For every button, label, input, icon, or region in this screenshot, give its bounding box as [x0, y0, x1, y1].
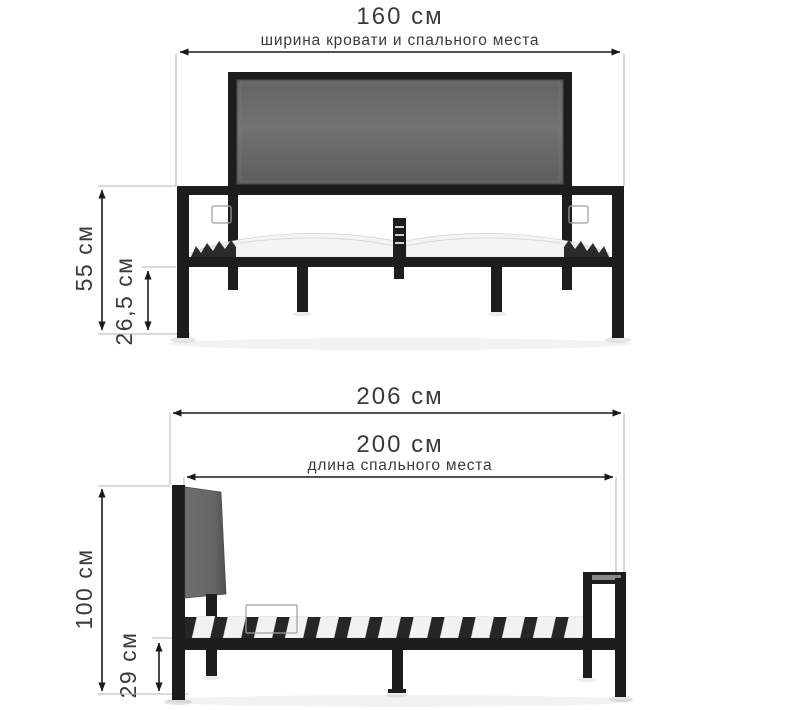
front-underbed-clearance-label: 26,5 см [111, 256, 137, 346]
leg-shadow [293, 312, 311, 317]
slats [185, 616, 585, 638]
spine-notch [395, 234, 404, 236]
support-leg [297, 267, 308, 312]
center-leg [392, 650, 403, 692]
headboard-panel-side [185, 487, 226, 598]
leg-shadow [202, 676, 220, 680]
spine-notch [395, 242, 404, 244]
bed-side-drawing [164, 485, 635, 707]
leg-shadow [609, 696, 633, 702]
top-rail [177, 186, 624, 195]
leg-shadow [605, 337, 631, 343]
footboard-near-post [583, 574, 592, 678]
support-leg [491, 267, 502, 312]
footboard-far-post [615, 578, 626, 697]
side-sleeping-length-caption: длина спального места [307, 457, 493, 474]
leg-shadow [170, 337, 196, 343]
front-width-caption: ширина кровати и спального места [260, 32, 540, 49]
center-spine [393, 218, 406, 262]
front-width-value: 160 см [356, 3, 444, 30]
headboard-post [172, 485, 185, 700]
center-leg [394, 267, 404, 279]
floor-shadow [168, 338, 632, 350]
leg-shadow [488, 312, 506, 317]
spine-notch [395, 226, 404, 228]
side-headboard-height-label: 100 см [71, 548, 97, 630]
side-frame-height-label: 29 см [115, 631, 141, 699]
side-view [71, 383, 635, 707]
headboard-panel [237, 80, 563, 184]
front-view [71, 3, 632, 350]
side-total-length-value: 206 см [356, 383, 444, 410]
bottom-rail [177, 257, 624, 267]
side-sleeping-length-value: 200 см [356, 431, 444, 458]
side-rail [172, 638, 624, 650]
bed-front-drawing [168, 72, 632, 350]
leg-shadow [578, 678, 596, 682]
leg-shadow [386, 693, 408, 698]
front-total-height-label: 55 см [71, 224, 97, 292]
center-leg-foot [388, 689, 406, 693]
leg-shadow [164, 699, 192, 705]
